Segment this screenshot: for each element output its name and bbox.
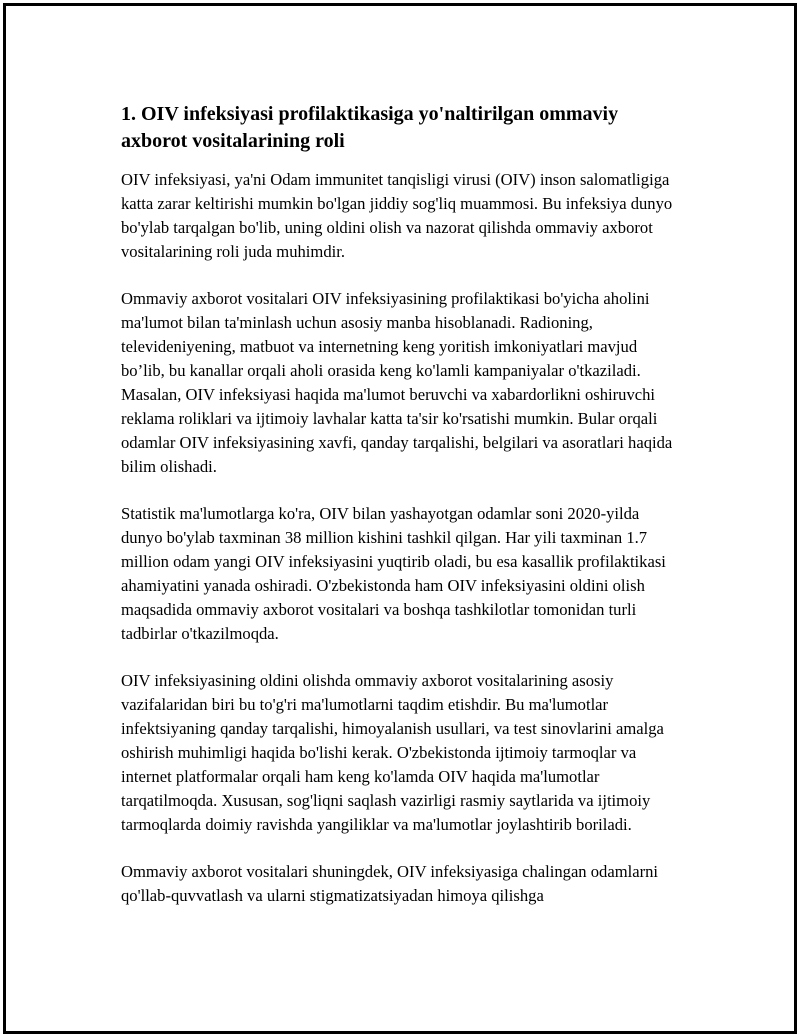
page-frame <box>3 3 797 1034</box>
section-title: 1. OIV infeksiyasi profilaktikasiga yo'naltirilgan ommaviy axborot vositalarining roli <box>121 103 619 152</box>
paragraph-information-tasks: OIV infeksiyasining oldini olishda ommaviy axborot vositalarining asosiy vazifalaridan biri bu to'g'ri ma'lumotlarni taqdim etishdir. Bu ma'lumotlar infektsiyaning qanday tarqalishi, himoyalanish usullari, va test sinovlarini amalga oshirish muhimligi haqida bo'lishi kerak. O'zbekistonda ijtimoiy tarmoqlar va internet platformalar orqali ham keng ko'lamda OIV haqida ma'lumotlar tarqatilmoqda. Xususan, sog'liqni saqlash vazirligi rasmiy saytlarida va ijtimoiy tarmoqlarda doimiy ravishda yangiliklar va ma'lumotlar joylashtirib boriladi. <box>121 671 664 834</box>
document-body <box>121 101 681 931</box>
paragraph-media-role: Ommaviy axborot vositalari OIV infeksiyasining profilaktikasi bo'yicha aholini ma'lumot bilan ta'minlash uchun asosiy manba hisoblanadi. Radioning, televideniyening, matbuot va internetning keng yoritish imkoniyatlari mavjud bo’lib, bu kanallar orqali aholi orasida keng ko'lamli kampaniyalar o'tkaziladi. Masalan, OIV infeksiyasi haqida ma'lumot beruvchi va xabardorlikni oshiruvchi reklama roliklari va ijtimoiy lavhalar katta ta'sir ko'rsatishi mumkin. Bular orqali odamlar OIV infeksiyasining xavfi, qanday tarqalishi, belgilari va asoratlari haqida bilim olishadi. <box>121 289 673 476</box>
paragraph-support: Ommaviy axborot vositalari shuningdek, OIV infeksiyasiga chalingan odamlarni qo'llab-quvvatlash va ularni stigmatizatsiyadan himoya qilishga <box>121 862 659 905</box>
paragraph-statistics: Statistik ma'lumotlarga ko'ra, OIV bilan yashayotgan odamlar soni 2020-yilda dunyo bo'ylab taxminan 38 million kishini tashkil qilgan. Har yili taxminan 1.7 million odam yangi OIV infeksiyasini yuqtirib oladi, bu esa kasallik profilaktikasi ahamiyatini yanada oshiradi. O'zbekistonda ham OIV infeksiyasini oldini olish maqsadida ommaviy axborot vositalari va boshqa tashkilotlar tomonidan turli tadbirlar o'tkazilmoqda. <box>121 504 666 643</box>
paragraph-intro: OIV infeksiyasi, ya'ni Odam immunitet tanqisligi virusi (OIV) inson salomatligiga katta zarar keltirishi mumkin bo'lgan jiddiy sog'liq muammosi. Bu infeksiya dunyo bo'ylab tarqalgan bo'lib, uning oldini olish va nazorat qilishda ommaviy axborot vositalarining roli juda muhimdir. <box>121 170 673 261</box>
